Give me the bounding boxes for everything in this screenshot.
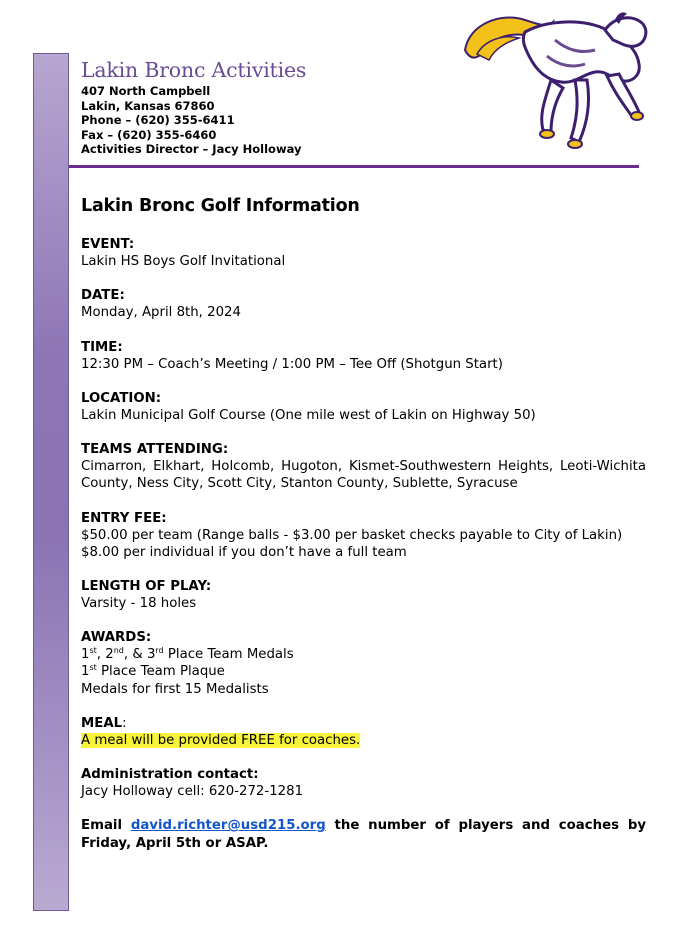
email-link[interactable]: david.richter@usd215.org (130, 818, 326, 833)
date-section (81, 287, 241, 321)
fee-line-2: $8.00 per individual if you don’t have a full team (81, 545, 407, 561)
city-line: Lakin, Kansas 67860 (81, 98, 215, 113)
fee-line-1: $50.00 per team (Range balls - $3.00 per basket checks payable to City of Lakin) (81, 528, 623, 544)
time-section (81, 339, 503, 373)
teams-label: TEAMS ATTENDING: (81, 442, 229, 457)
fax-line: Fax – (620) 355-6460 (81, 127, 217, 142)
time-value: 12:30 PM – Coach’s Meeting / 1:00 PM – Tee Off (Shotgun Start) (81, 357, 503, 373)
page-title: Lakin Bronc Golf Information (81, 196, 360, 216)
fee-section (81, 510, 622, 562)
meal-label: MEAL: (81, 716, 127, 731)
length-section (81, 578, 211, 612)
awards-label: AWARDS: (81, 630, 152, 645)
date-value: Monday, April 8th, 2024 (81, 305, 241, 321)
time-label: TIME: (81, 340, 123, 355)
director-line: Activities Director – Jacy Holloway (81, 142, 302, 156)
org-name: Lakin Bronc Activities (81, 58, 307, 82)
awards-line-2: 1st Place Team Plaque (81, 663, 225, 680)
awards-line-1: 1st, 2nd, & 3rd Place Team Medals (81, 646, 294, 663)
bucking-bronco-icon (455, 10, 651, 156)
date-label: DATE: (81, 288, 125, 303)
event-value: Lakin HS Boys Golf Invitational (81, 254, 286, 270)
location-label: LOCATION: (81, 391, 162, 406)
event-section (81, 236, 285, 270)
admin-section (81, 766, 303, 800)
awards-section (81, 629, 294, 698)
length-label: LENGTH OF PLAY: (81, 579, 212, 594)
sidebar-band (33, 53, 69, 911)
location-section (81, 390, 536, 424)
teams-section (81, 441, 646, 493)
meal-value (81, 732, 360, 749)
email-note: Email david.richter@usd215.org the number of players and coaches by Friday, April 5th or ASAP. (81, 818, 647, 851)
fee-label: ENTRY FEE: (81, 511, 167, 526)
location-value: Lakin Municipal Golf Course (One mile west of Lakin on Highway 50) (81, 408, 536, 424)
meal-section (81, 715, 360, 749)
phone-line: Phone – (620) 355-6411 (81, 113, 235, 127)
contact-block (81, 84, 301, 157)
event-label: EVENT: (81, 237, 135, 252)
teams-value: Cimarron, Elkhart, Holcomb, Hugoton, Kismet-Southwestern Heights, Leoti-Wichita County, Ness City, Scott City, Stanton County, Sublette, Syracuse (81, 459, 646, 492)
meal-highlight: A meal will be provided FREE for coaches. (81, 733, 361, 749)
header-rule (69, 165, 639, 168)
awards-line-3: Medals for first 15 Medalists (81, 681, 269, 697)
address-line: 407 North Campbell (81, 84, 211, 98)
admin-label: Administration contact: (81, 767, 259, 782)
length-value: Varsity - 18 holes (81, 596, 197, 612)
admin-value: Jacy Holloway cell: 620-272-1281 (81, 784, 304, 800)
